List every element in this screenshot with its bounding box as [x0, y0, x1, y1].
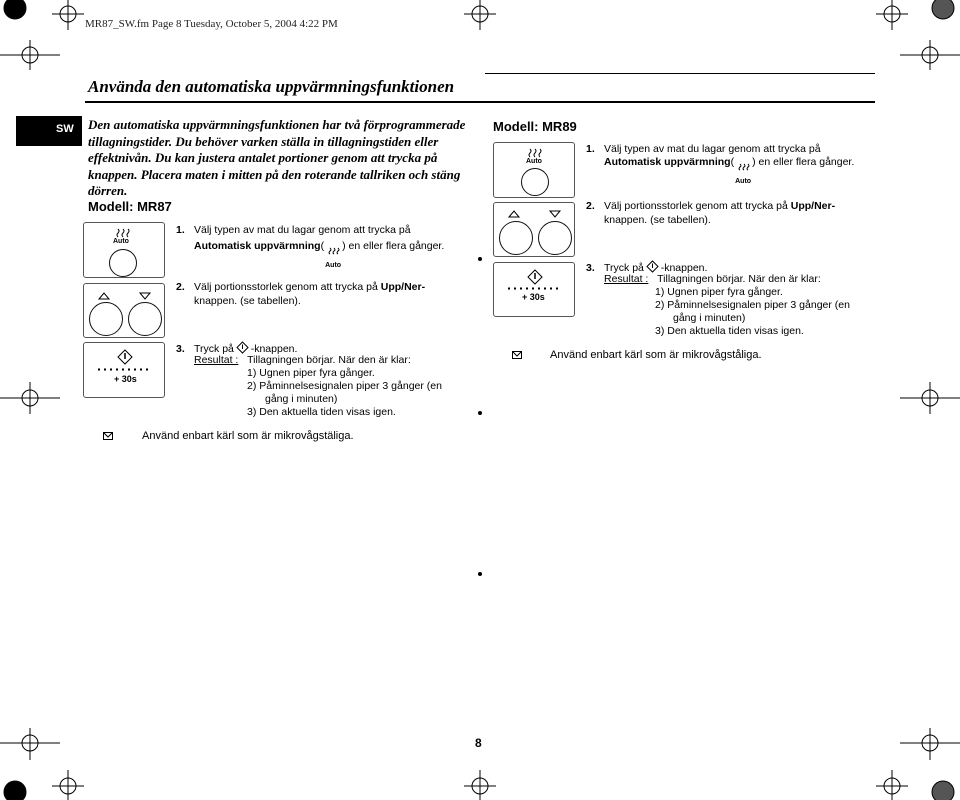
note-icon: [103, 432, 113, 440]
left-step2: 2. Välj portionsstorlek genom att trycka på Upp/Ner- knappen. (se tabellen).: [176, 281, 426, 307]
intro-text: Den automatiska uppvärmningsfunktionen har två förprogrammerade tillagningstider. Du behöver varken ställa in tillagningstiden eller effektnivån. Du kan justera antalet portioner genom att trycka på knappen. Placera maten i mitten på den roterande tallriken och stäng dörren.: [88, 117, 466, 198]
auto-label: Auto: [325, 262, 342, 269]
dotted-line-icon: [508, 287, 562, 290]
left-result-2: 2) Påminnelsesignalen piper 3 gånger (en: [247, 380, 442, 392]
right-model-title: Modell: MR89: [493, 119, 577, 134]
right-step1-line1: 1. Välj typen av mat du lagar genom att trycka på: [586, 143, 821, 155]
auto-reheat-button[interactable]: [521, 168, 549, 196]
center-dot: [478, 411, 482, 415]
down-button[interactable]: [538, 221, 572, 255]
left-model-title: Modell: MR87: [88, 199, 172, 214]
page-number: 8: [475, 736, 482, 750]
left-step3: 3. Tryck på -knappen.: [176, 343, 298, 355]
right-result: Resultat : Tillagningen börjar. När den är klar:: [604, 273, 821, 285]
left-step1-line2: Automatisk uppvärmning( Auto ) en eller flera gånger.: [194, 240, 444, 254]
right-updown-panel: [493, 202, 575, 257]
left-result-1: 1) Ugnen piper fyra gånger.: [247, 367, 375, 379]
plus30-label: + 30s: [522, 292, 545, 302]
up-arrow-icon: [508, 210, 520, 218]
left-result: Resultat : Tillagningen börjar. När den är klar:: [194, 354, 411, 366]
auto-label: Auto: [526, 158, 542, 165]
start-icon: [647, 261, 658, 272]
title-rule-top: [485, 73, 875, 74]
center-dot: [478, 572, 482, 576]
steam-icon: [115, 228, 131, 238]
auto-label: Auto: [735, 178, 752, 185]
up-arrow-icon: [98, 292, 110, 300]
down-arrow-icon: [139, 292, 151, 300]
start-icon: [118, 350, 132, 364]
dotted-line-icon: [98, 368, 152, 371]
start-icon: [237, 342, 248, 353]
left-result-3: 3) Den aktuella tiden visas igen.: [247, 406, 396, 418]
right-step2: 2. Välj portionsstorlek genom att trycka på Upp/Ner- knappen. (se tabellen).: [586, 200, 836, 226]
note-icon: [512, 351, 522, 359]
auto-label: Auto: [113, 238, 129, 245]
right-result-1: 1) Ugnen piper fyra gånger.: [655, 286, 783, 298]
left-step1-line1: 1. Välj typen av mat du lagar genom att trycka på: [176, 224, 411, 236]
right-note: Använd enbart kärl som är mikrovågståliga.: [550, 349, 762, 361]
page-title: Använda den automatiska uppvärmningsfunktionen: [88, 77, 455, 96]
right-step3: 3. Tryck på -knappen.: [586, 262, 708, 274]
plus30-label: + 30s: [114, 374, 137, 384]
left-updown-panel: [83, 283, 165, 338]
right-step1-line2: Automatisk uppvärmning( Auto ) en eller flera gånger.: [604, 156, 854, 170]
file-info-header: MR87_SW.fm Page 8 Tuesday, October 5, 2004 4:22 PM: [85, 18, 338, 30]
down-button[interactable]: [128, 302, 162, 336]
right-auto-panel: [493, 142, 575, 198]
center-dot: [478, 257, 482, 261]
title-rule: [85, 101, 875, 103]
left-auto-panel: [83, 222, 165, 278]
start-icon: [528, 270, 542, 284]
left-result-2b: gång i minuten): [265, 393, 338, 405]
down-arrow-icon: [549, 210, 561, 218]
steam-icon: [737, 163, 751, 172]
left-start-panel: [83, 342, 165, 398]
right-result-3: 3) Den aktuella tiden visas igen.: [655, 325, 804, 337]
language-tab: SW: [16, 116, 82, 146]
steam-icon: [327, 247, 341, 256]
right-start-panel: [493, 262, 575, 317]
right-result-2: 2) Påminnelsesignalen piper 3 gånger (en: [655, 299, 850, 311]
up-button[interactable]: [499, 221, 533, 255]
left-note: Använd enbart kärl som är mikrovågstäliga.: [142, 430, 354, 442]
steam-icon: [527, 148, 543, 158]
auto-reheat-button[interactable]: [109, 249, 137, 277]
right-result-2b: gång i minuten): [673, 312, 746, 324]
up-button[interactable]: [89, 302, 123, 336]
